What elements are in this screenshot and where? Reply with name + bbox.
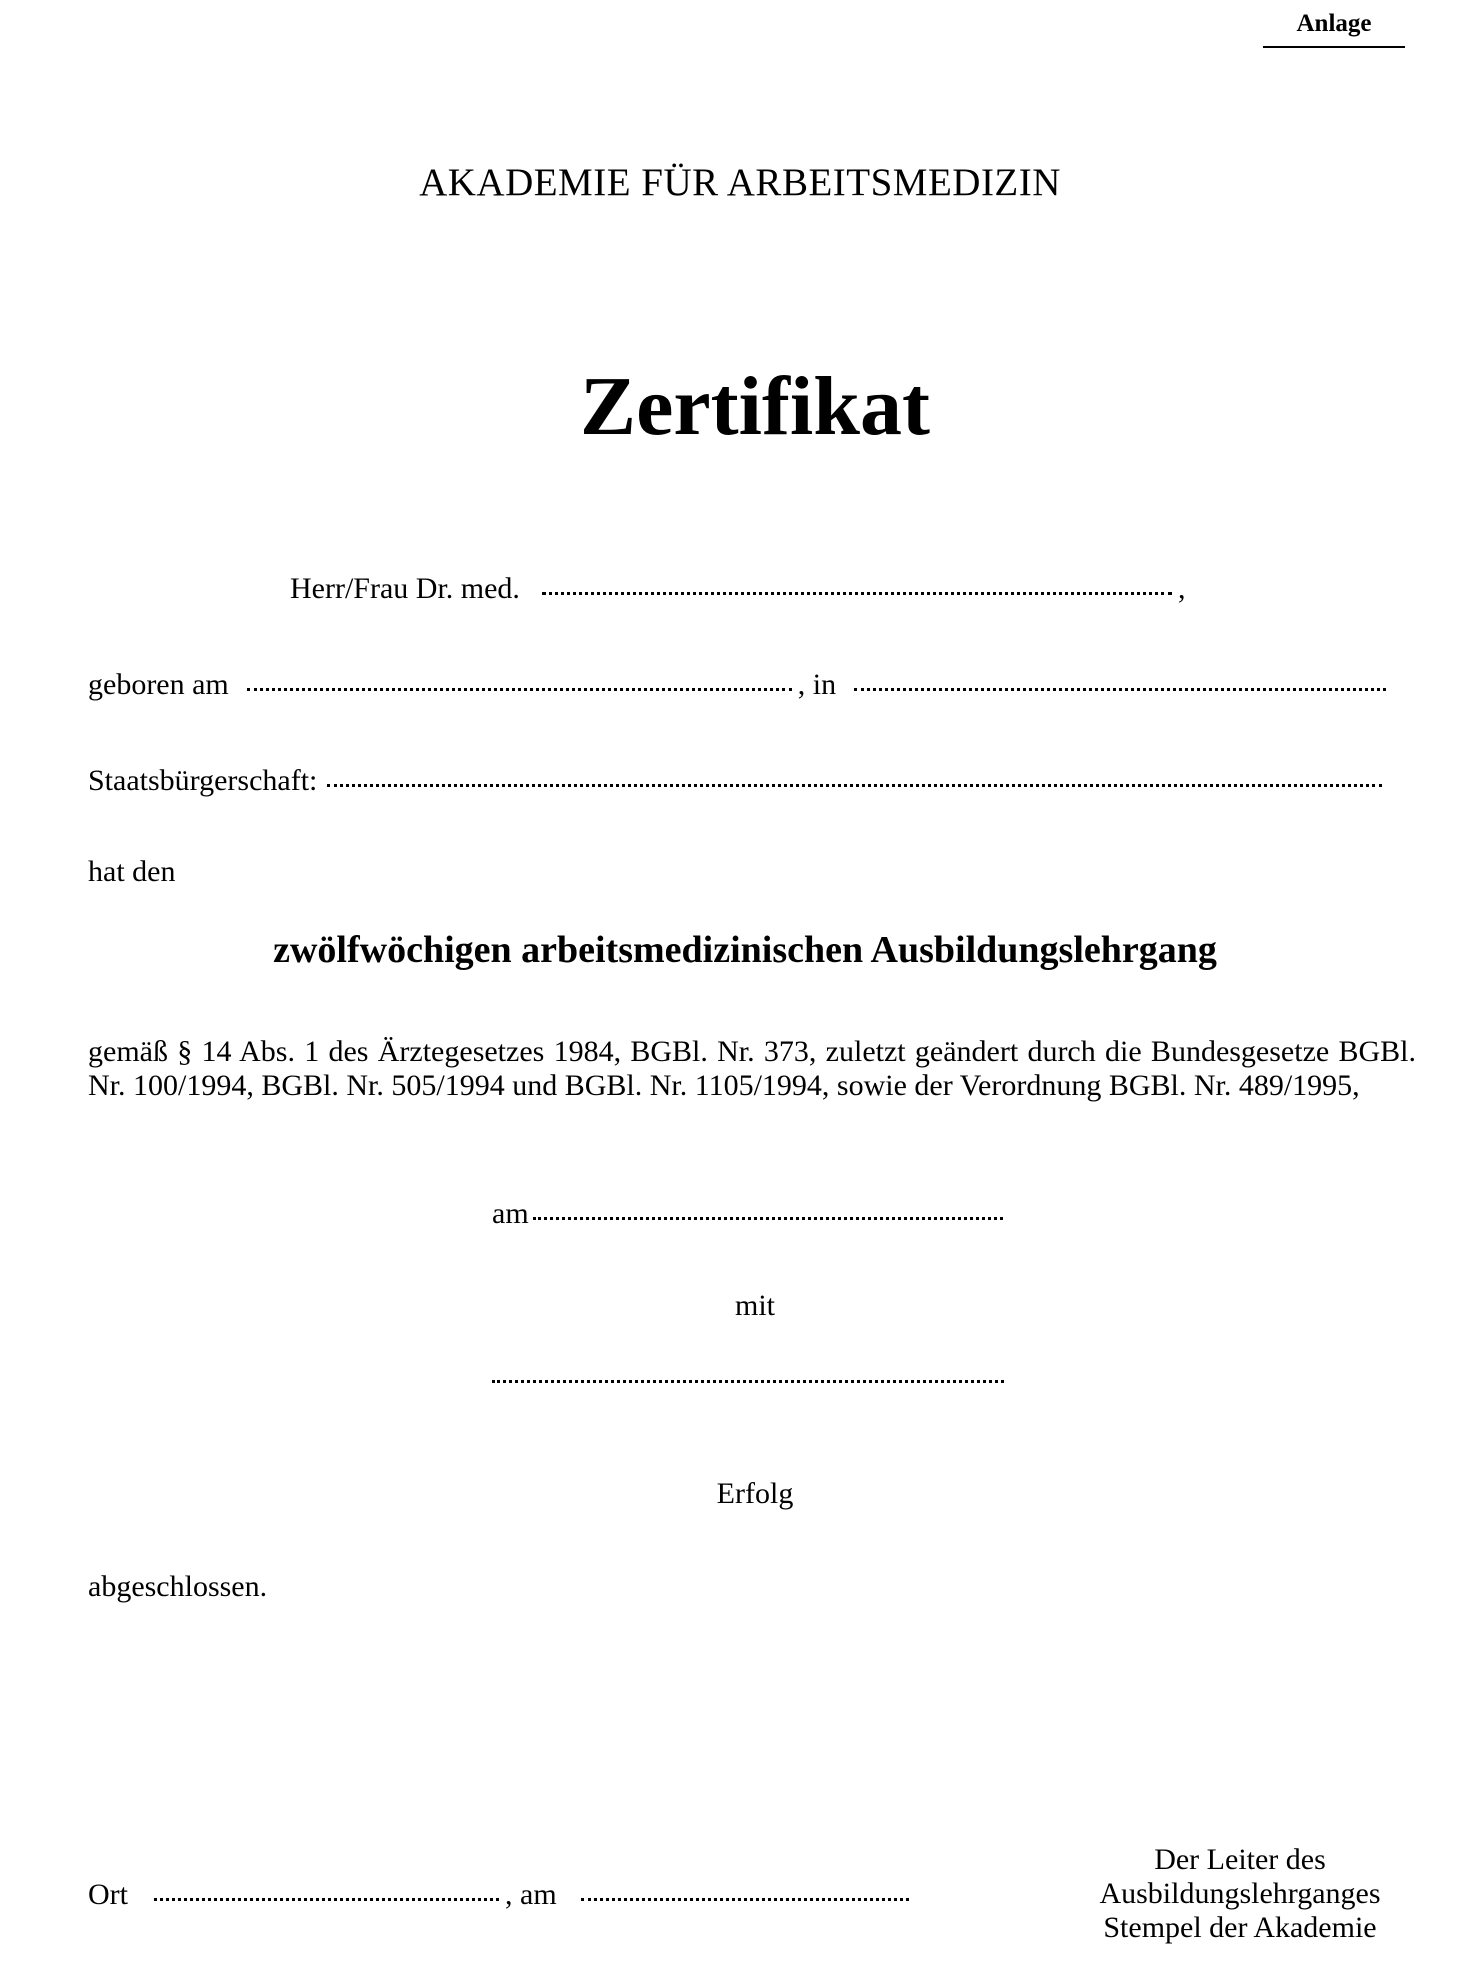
citizenship-field-row [88, 764, 1388, 798]
signature-block [1080, 1843, 1400, 1945]
am-label: am [492, 1197, 529, 1230]
footer-am-label: , am [505, 1878, 557, 1911]
citizenship-label: Staatsbürgerschaft: [88, 764, 318, 797]
name-fill-line[interactable] [542, 592, 1172, 595]
name-label: Herr/Frau Dr. med. [290, 572, 520, 605]
signature-line-3: Stempel der Akademie [1103, 1911, 1377, 1944]
date-field-row [492, 1197, 1009, 1231]
date-fill-line[interactable] [533, 1217, 1003, 1220]
legal-paragraph: gemäß § 14 Abs. 1 des Ärztegesetzes 1984, BGBl. Nr. 373, zuletzt geändert durch die Bundesgesetze BGBl. Nr. 100/1994, BGBl. Nr. 505/1994 und BGBl. Nr. 1105/1994, sowie der Verordnung BGBl. Nr. 489/1995, [88, 1035, 1416, 1102]
erfolg-text: Erfolg [716, 1477, 794, 1510]
hat-den-text: hat den [88, 855, 176, 888]
name-suffix: , [1177, 572, 1186, 605]
footer-date-fill-line[interactable] [581, 1898, 909, 1901]
birth-date-fill-line[interactable] [247, 688, 792, 691]
result-field-row [492, 1383, 1010, 1386]
course-name: zwölfwöchigen arbeitsmedizinischen Ausbildungslehrgang [273, 929, 1217, 971]
result-fill-line[interactable] [492, 1380, 1004, 1383]
signature-line-1: Der Leiter des [1154, 1843, 1326, 1876]
born-in-label: , in [797, 668, 837, 701]
birth-field-row [88, 668, 1392, 702]
ort-label: Ort [88, 1878, 128, 1911]
certificate-title: Zertifikat [580, 360, 930, 453]
ort-fill-line[interactable] [154, 1898, 499, 1901]
anlage-label: Anlage [1263, 10, 1405, 48]
mit-text: mit [734, 1289, 775, 1322]
place-date-row [88, 1878, 915, 1912]
birth-place-fill-line[interactable] [854, 688, 1386, 691]
name-field-row [290, 572, 1185, 606]
citizenship-fill-line[interactable] [327, 784, 1382, 787]
signature-line-2: Ausbildungslehrganges [1099, 1877, 1381, 1910]
abgeschlossen-text: abgeschlossen. [88, 1570, 268, 1603]
academy-name: AKADEMIE FÜR ARBEITSMEDIZIN [419, 161, 1061, 204]
born-label: geboren am [88, 668, 229, 701]
